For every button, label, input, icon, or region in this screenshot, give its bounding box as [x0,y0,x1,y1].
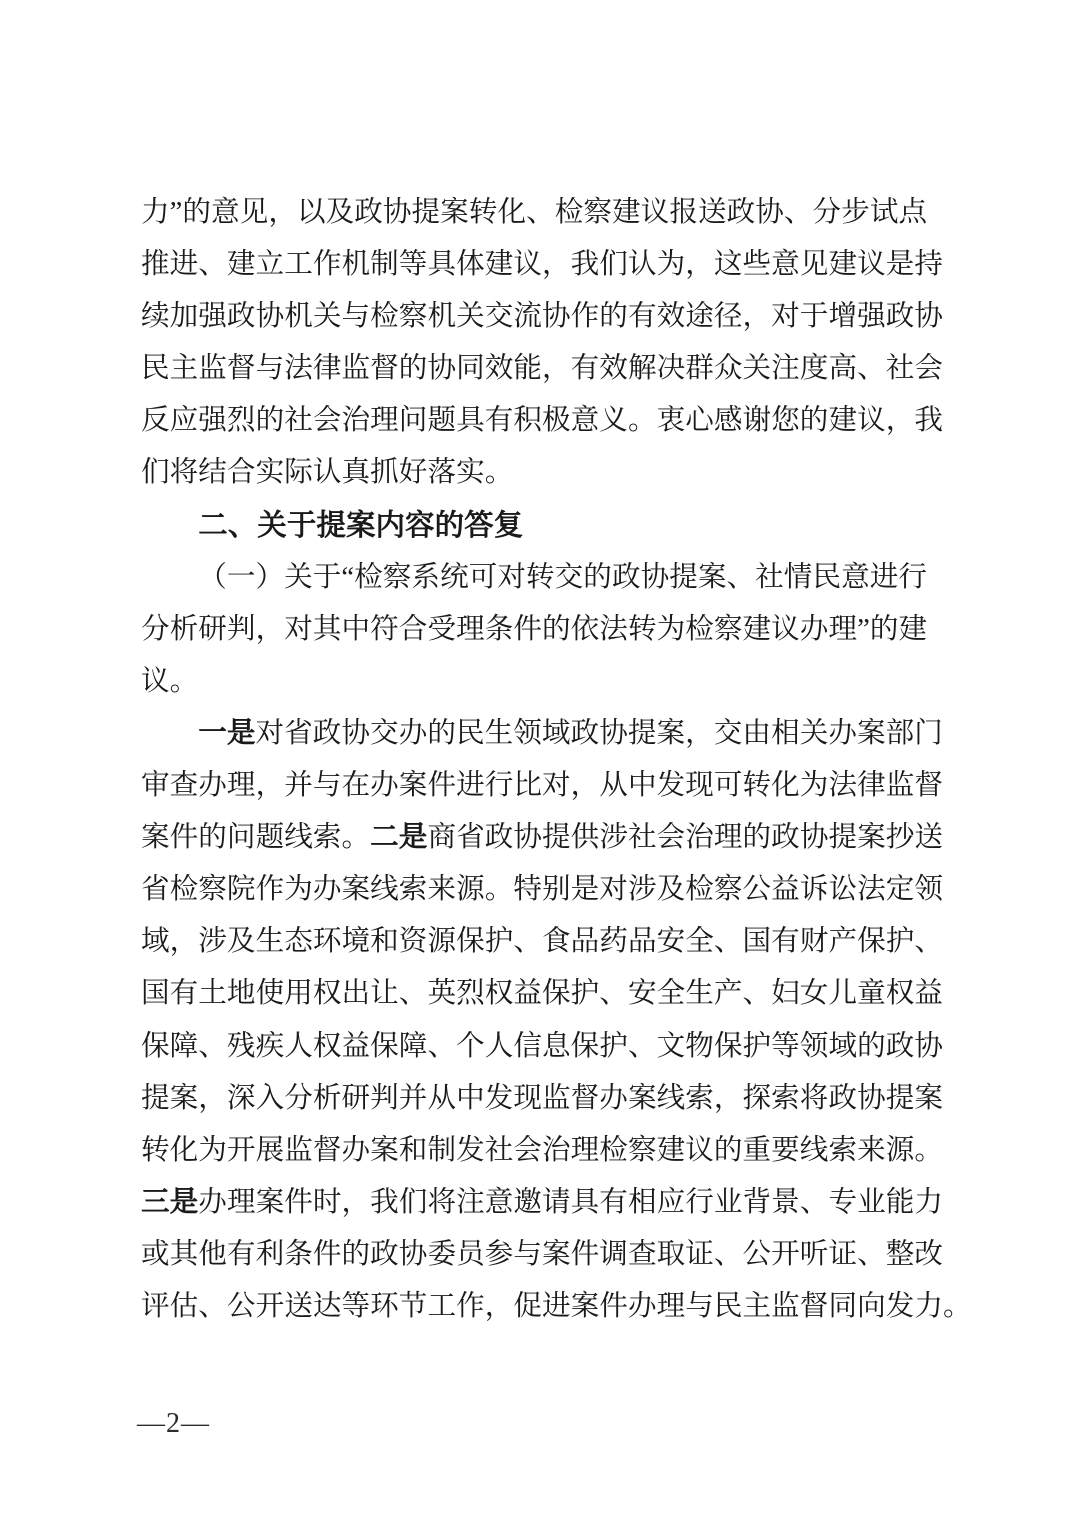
text-line [141,1281,971,1333]
text-run: 们将结合实际认真抓好落实。 [141,457,514,489]
text-run: 续加强政协机关与检察机关交流协作的有效途径，对于增强政协 [141,301,944,333]
text-line [141,864,971,916]
text-line [141,916,971,968]
text-line [141,1177,971,1229]
text-line [141,552,971,604]
text-line [141,447,971,499]
text-run: 或其他有利条件的政协委员参与案件调查取证、公开听证、整改 [141,1238,944,1270]
text-run: 域，涉及生态环境和资源保护、食品药品安全、国有财产保护、 [141,926,944,958]
text-run: 转化为开展监督办案和制发社会治理检察建议的重要线索来源。 [141,1134,944,1166]
text-run: 对省政协交办的民生领域政协提案，交由相关办案部门 [255,717,943,749]
text-run: 国有土地使用权出让、英烈权益保护、安全生产、妇女儿童权益 [141,978,944,1010]
text-line [141,656,971,708]
text-run: （一）关于“检察系统可对转交的政协提案、社情民意进行 [198,561,928,593]
text-line [141,187,971,239]
text-line [141,239,971,291]
section-heading [141,500,971,552]
text-run: 分析研判，对其中符合受理条件的依法转为检察建议办理”的建 [141,613,928,645]
text-line [141,760,971,812]
text-run: 保障、残疾人权益保障、个人信息保护、文物保护等领域的政协 [141,1030,944,1062]
text-line [141,291,971,343]
text-line [141,1229,971,1281]
document-body [141,187,971,1333]
bold-text-run: 一是 [198,717,256,749]
text-run: 议。 [141,665,199,697]
text-line [141,968,971,1020]
text-line [141,604,971,656]
text-run: 提案，深入分析研判并从中发现监督办案线索，探索将政协提案 [141,1082,944,1114]
text-line [141,812,971,864]
text-line [141,1125,971,1177]
text-run: 力”的意见，以及政协提案转化、检察建议报送政协、分步试点 [141,197,928,228]
text-line [141,708,971,760]
text-line [141,395,971,447]
text-run: 推进、建立工作机制等具体建议，我们认为，这些意见建议是持 [141,249,944,281]
text-line [141,343,971,395]
text-run: 案件的问题线索。 [141,822,371,854]
text-run: 省检察院作为办案线索来源。特别是对涉及检察公益诉讼法定领 [141,874,944,906]
text-line [141,1073,971,1125]
text-run: 审查办理，并与在办案件进行比对，从中发现可转化为法律监督 [141,770,944,802]
text-line [141,1021,971,1073]
bold-text-run: 二、关于提案内容的答复 [198,508,524,542]
text-run: 商省政协提供涉社会治理的政协提案抄送 [427,822,944,854]
text-run: 民主监督与法律监督的协同效能，有效解决群众关注度高、社会 [141,353,944,385]
bold-text-run: 二是 [370,822,428,854]
text-run: 办理案件时，我们将注意邀请具有相应行业背景、专业能力 [198,1186,944,1218]
bold-text-run: 三是 [141,1186,199,1218]
text-run: 评估、公开送达等环节工作，促进案件办理与民主监督同向发力。 [141,1290,972,1322]
page-number: —2— [137,1408,210,1439]
text-run: 反应强烈的社会治理问题具有积极意义。衷心感谢您的建议，我 [141,405,944,437]
